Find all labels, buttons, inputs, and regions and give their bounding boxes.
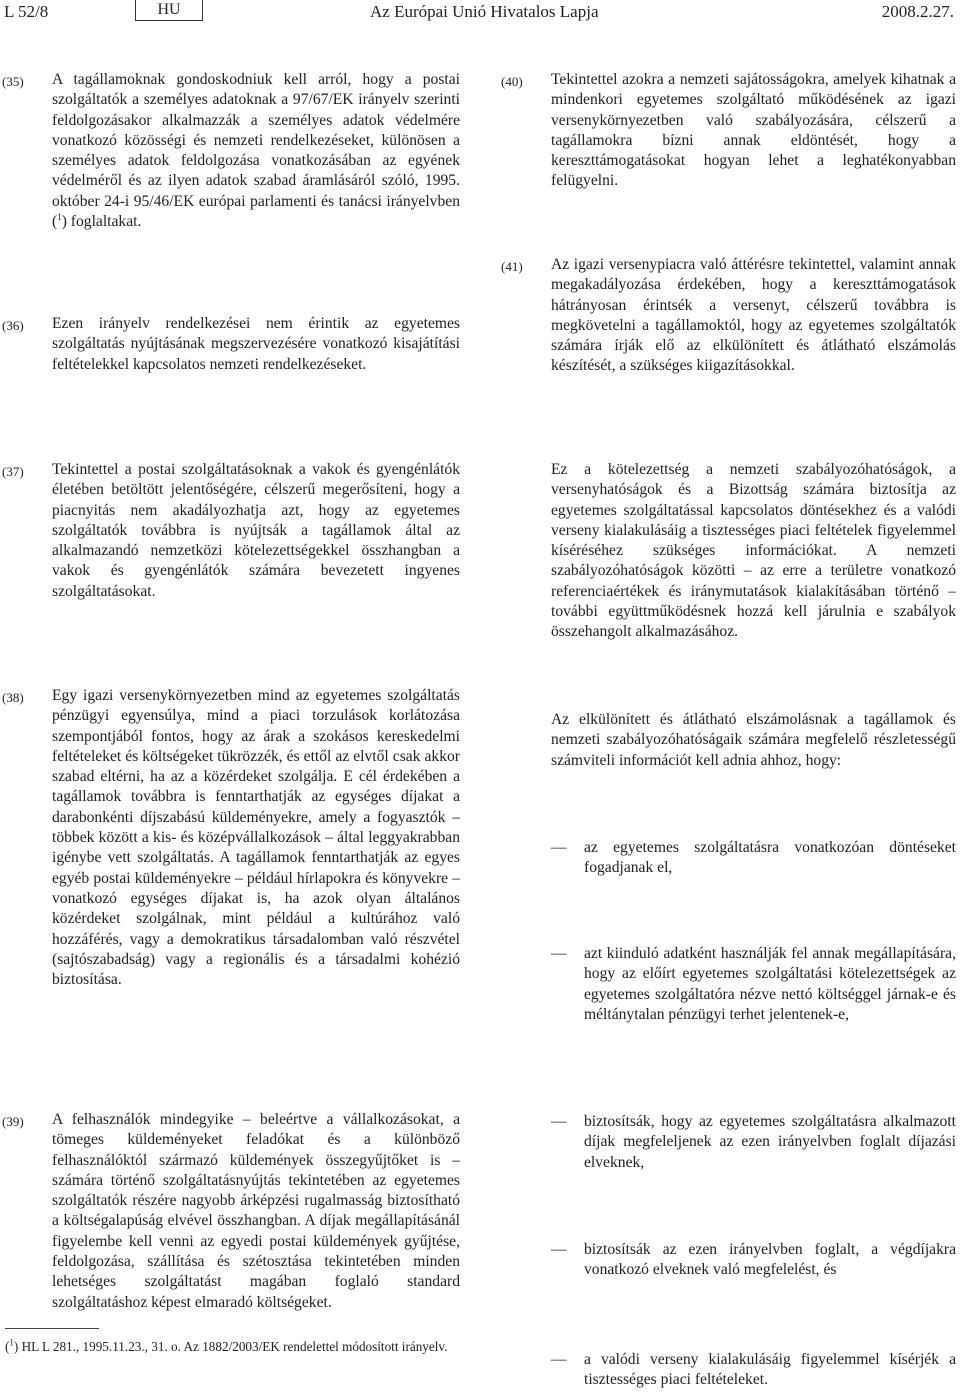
page-header [0,0,960,24]
dash-marker: — [551,1113,567,1130]
dash-text: biztosítsák az ezen irányelvben foglalt, a végdíjakra vonatkozó elveknek való megfelelést, és [584,1241,956,1279]
dash-marker: — [551,839,567,856]
dash-text: a valódi verseny kialakulásáig figyelemmel kísérjék a tisztességes piaci feltételeket. [584,1351,956,1389]
paragraph-38 [2,686,460,990]
paragraph-text: Az igazi versenypiacra való áttérésre tekintettel, valamint annak megakadályozása érdekében, hogy a kereszttámogatások hátrányosan érintsék a versenyt, célszerű továbbra is megkövetelni a tagállamoktól, hogy az egyetemes szolgáltatók számára írják elő az elkülönített és átlátható elszámolás készítését, a szükséges kiigazításokkal. [551,256,956,375]
footnote-marker: 1 [9,1337,14,1348]
dash-text: az egyetemes szolgáltatásra vonatkozóan döntéseket fogadjanak el, [584,839,956,877]
footnote-text: HL L 281., 1995.11.23., 31. o. Az 1882/2003/EK rendelettel módosított irányelv. [21,1339,448,1354]
paragraph-37 [2,460,460,602]
paragraph-39 [2,1110,460,1313]
paragraph-41 [501,255,956,377]
dash-marker: — [551,1351,567,1368]
dash-item-2 [551,944,956,1025]
paragraph-number: (37) [2,464,24,479]
paragraph-41-obligations-intro [551,710,956,771]
footnote: ($^1$) HL L 281., 1995.11.23., 31. o. Az 1882/2003/EK rendelettel módosított irányelv. [5,1337,448,1354]
footnote-ref[interactable]: 1 [57,211,62,222]
page-reference: L 52/8 [4,2,49,21]
paragraph-number: (40) [501,74,523,89]
paragraph-text: Tekintettel azokra a nemzeti sajátosságokra, amelyek kihatnak a mindenkori egyetemes szolgáltató működésének az igazi versenykörnyezetben való szabályozására, célszerű a tagállamokra bízni annak eldöntését, hogy a kereszttámogatásokat hogyan lehet a leghatékonyabban felügyelni. [551,71,956,190]
dash-item-5 [551,1350,956,1391]
paragraph-number: (39) [2,1114,24,1129]
paragraph-text: Ez a kötelezettség a nemzeti szabályozóhatóságok, a versenyhatóságok és a Bizottság számára biztosítja az egyetemes szolgáltatással kapcsolatos döntésekhez és a valódi verseny kialakulásáig a tisztességes piaci feltételek figyelemmel kíséréséhez szükséges információkat. A nemzeti szabályozóhatóságok közötti – az erre a területre vonatkozó referenciaértékek és iránymutatások kialakításában történő – további együttműködésnek hozzá kell járulnia e szabályok összehangolt alkalmazásához. [551,461,956,641]
paragraph-text: Az elkülönített és átlátható elszámolásnak a tagállamok és nemzeti szabályozóhatóságaik számára megfelelő részletességű számviteli információt kell adnia ahhoz, hogy: [551,711,956,769]
paragraph-text: A tagállamoknak gondoskodniuk kell arról, hogy a postai szolgáltatók a személyes adatoknak a 97/67/EK irányelv szerinti feldolgozásakor alkalmazzák a személyes adatok védelmére vonatkozó közösségi és nemzeti rendelkezéseket, különösen a személyes adatok feldolgozása vonatkozásában az egyének védelméről és az ilyen adatok szabad áramlásáról szóló, 1995. október 24-i 95/46/EK európai parlamenti és tanácsi irányelvben ($^1$) foglaltakat. [52,71,460,231]
paragraph-41-continued [551,460,956,643]
paragraph-35 [2,70,460,232]
dash-item-3 [551,1112,956,1173]
paragraph-text: A felhasználók mindegyike – beleértve a vállalkozásokat, a tömeges küldeményeket feladókat és a különböző felhasználóktól származó küldemények összegyűjtőket is – számára történő szolgáltatásnyújtás tekintetében az egyetemes szolgáltatók részére nagyobb árképzési rugalmasság biztosítható a költségalapúság elvével összhangban. A díjak megállapításánál figyelembe kell venni az egyedi postai küldemények gyűjtése, feldolgozása, szállítása és szétosztása tekintetében minden lehetséges szolgáltatást magában foglaló standard szolgáltatáshoz képest elmaradó költségeket. [52,1111,460,1311]
dash-item-4 [551,1240,956,1281]
paragraph-text: Ezen irányelv rendelkezései nem érintik az egyetemes szolgáltatás nyújtásának megszervezésére vonatkozó kisajátítási feltételekkel kapcsolatos nemzeti rendelkezéseket. [52,315,460,373]
paragraph-text: Egy igazi versenykörnyezetben mind az egyetemes szolgáltatás pénzügyi egyensúlya, mind a piaci torzulások korlátozása szempontjából fontos, hogy az árak a szokásos kereskedelmi feltételeket és költségeket tükrözzék, és ettől az elvtől csak akkor szabad eltérni, ha az a közérdeket szolgálja. E cél érdekében a tagállamok továbbra is fenntarthatják az egységes díjakat a darabonkénti díjszabású küldeményekre, amely a fogyasztók – többek között a kis- és középvállalkozások – által leggyakrabban igénybe vett szolgáltatás. A tagállamok fenntarthatják az egyes egyéb postai küldeményekre – például hírlapokra és könyvekre – vonatkozó egységes díjakat is, ha azok olyan általános közérdeket szolgálnak, mint például a kultúrához való hozzáférés, vagy a demokratikus társadalomban való részvétel (sajtószabadság) vagy a regionális és a társadalmi kohézió biztosítása. [52,687,460,989]
footnote-divider [5,1328,99,1329]
dash-text: azt kiinduló adatként használják fel annak megállapítására, hogy az előírt egyetemes szolgáltatási kötelezettségek az egyetemes szolgáltatóra nézve nettó költséggel járnak-e és méltánytalan pénzügyi terhet jelentenek-e, [584,945,956,1023]
journal-title: Az Európai Unió Hivatalos Lapja [370,2,599,21]
publication-date: 2008.2.27. [881,2,954,21]
dash-marker: — [551,945,567,962]
dash-item-1 [551,838,956,879]
paragraph-number: (35) [2,74,24,89]
paragraph-number: (41) [501,259,523,274]
paragraph-number: (36) [2,318,24,333]
dash-marker: — [551,1241,567,1258]
language-badge: HU [135,0,203,21]
paragraph-text: Tekintettel a postai szolgáltatásoknak a vakok és gyengénlátók életében betöltött jelentőségére, célszerű megerősíteni, hogy a piacnyitás nem akadályozhatja azt, hogy az egyetemes szolgáltatók továbbra is nyújtsák a tagállamok által az alkalmazandó nemzetközi kötelezettségekkel összhangban a vakok és gyengénlátók számára bevezetett ingyenes szolgáltatásokat. [52,461,460,600]
dash-text: biztosítsák, hogy az egyetemes szolgáltatásra alkalmazott díjak megfeleljenek az ezen irányelvben foglalt díjazási elveknek, [584,1113,956,1171]
paragraph-36 [2,314,460,375]
paragraph-40 [501,70,956,192]
paragraph-number: (38) [2,690,24,705]
